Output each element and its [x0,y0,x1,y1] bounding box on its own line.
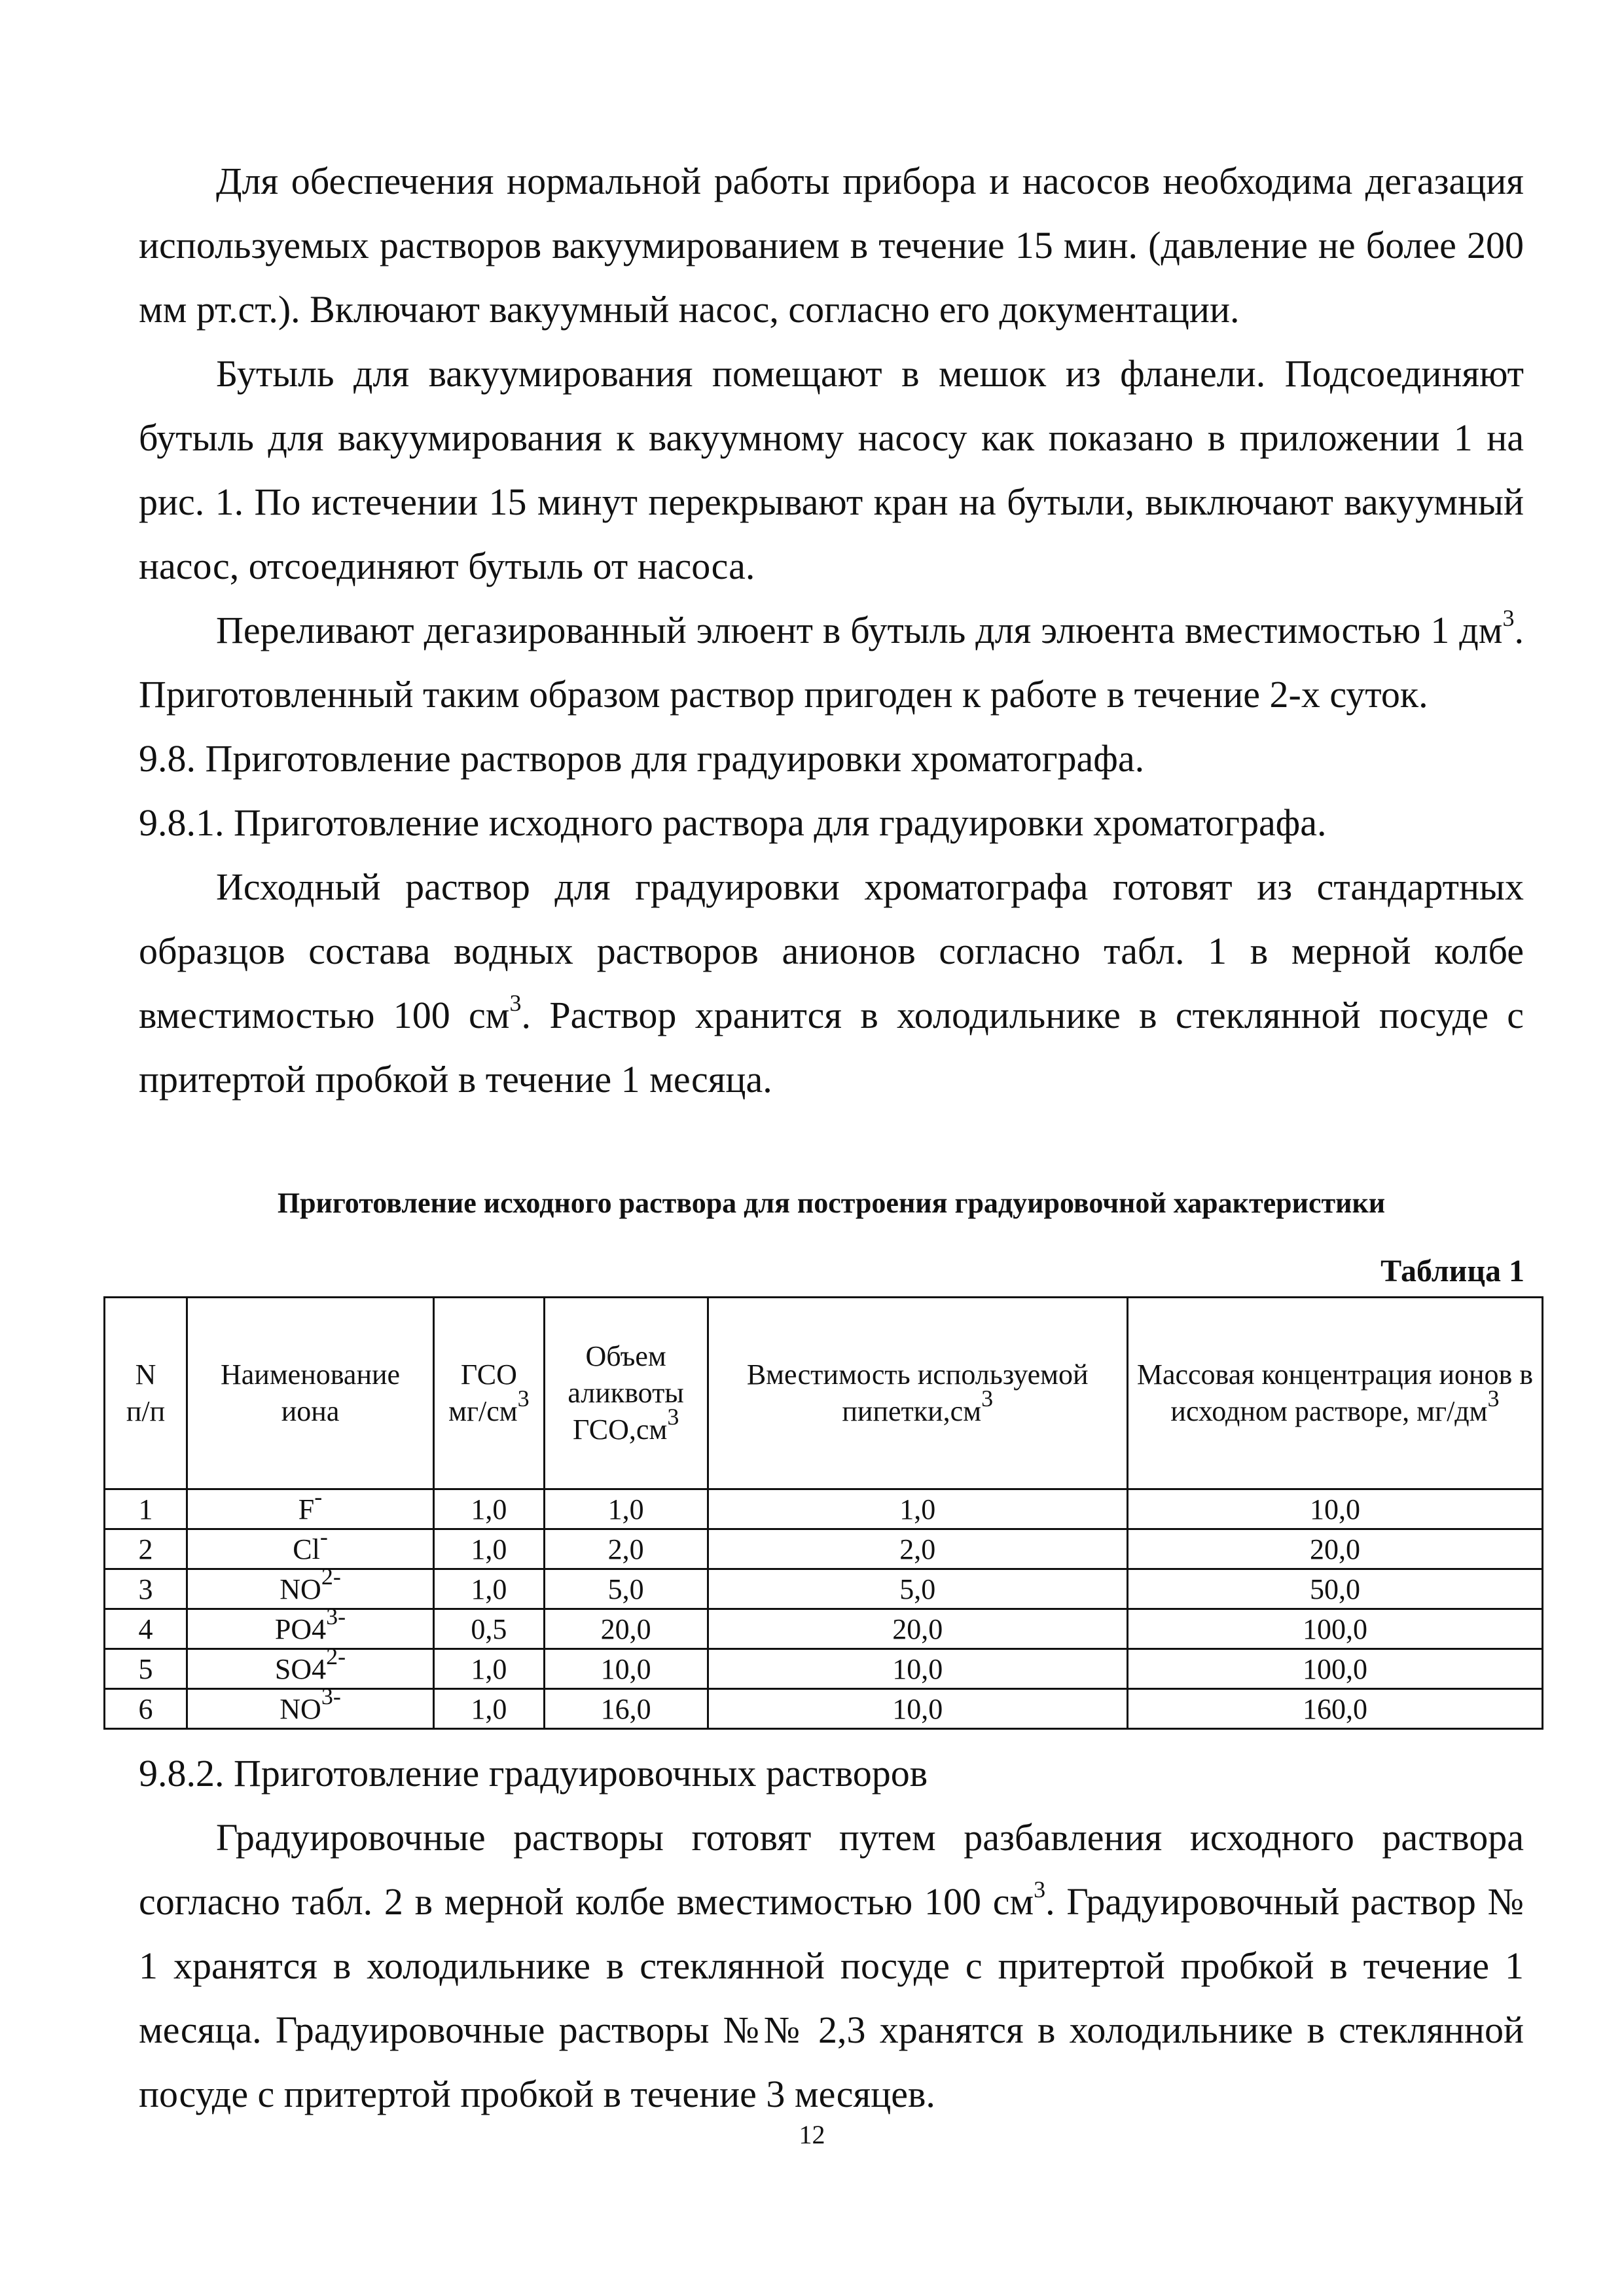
header-number [105,1298,187,1489]
ion-formula: PO4 [274,1613,327,1645]
cell-aliquot: 2,0 [544,1529,708,1569]
header-aliquot-text: Объем аликвоты ГСО,см [568,1340,684,1446]
superscript-3: 3 [667,1404,679,1430]
ion-charge: - [319,1523,328,1550]
stock-solution-table [103,1296,1543,1730]
table-row [105,1529,1543,1569]
cell-number: 4 [105,1609,187,1649]
superscript-3: 3 [509,989,522,1016]
table-row [105,1689,1543,1729]
cell-gso: 1,0 [434,1569,545,1609]
paragraph-calibration-text-b: . Градуировочный раствор № 1 хранятся в холодильнике в стеклянной посуде с притертой пробкой в течение 1 месяца. Градуировочные растворы №№ 2,3 хранятся в холодильнике в стеклянной посуде с притертой пробкой в течение 3 месяцев. [139,1880,1524,2115]
superscript-3: 3 [517,1385,530,1412]
paragraph-eluent-text-a: Переливают дегазированный элюент в бутыль для элюента вместимостью 1 дм [216,609,1503,651]
superscript-3: 3 [1487,1385,1500,1412]
paragraph-eluent-text-b: . Приготовленный таким образом раствор пригоден к работе в течение 2-х суток. [139,609,1524,716]
header-pipette-text: Вместимость используемой пипетки,см [746,1358,1089,1427]
ion-formula: NO [280,1693,321,1725]
cell-aliquot: 20,0 [544,1609,708,1649]
header-number-line2: п/п [126,1395,166,1427]
cell-aliquot: 10,0 [544,1649,708,1689]
cell-gso: 0,5 [434,1609,545,1649]
header-concentration-text: Массовая концентрация ионов в исходном растворе, мг/дм [1136,1358,1534,1427]
ion-formula: NO [280,1573,321,1605]
cell-pipette: 1,0 [708,1489,1127,1529]
header-ion-name: Наименование иона [187,1298,434,1489]
paragraph-degassing: Для обеспечения нормальной работы прибора и насосов необходима дегазация используемых растворов вакуумированием в течение 15 мин. (давление не более 200 мм рт.ст.). Включают вакуумный насос, согласно его документации. [139,160,1524,331]
paragraph-stock-text-a: Исходный раствор для градуировки хроматографа готовят из стандартных образцов состава водных растворов анионов согласно табл. 1 в мерной колбе вместимостью 100 см [139,866,1524,1036]
superscript-3: 3 [1034,1876,1046,1903]
ion-charge: 2- [326,1643,346,1670]
table-row [105,1609,1543,1649]
cell-concentration: 20,0 [1127,1529,1542,1569]
superscript-3: 3 [981,1385,994,1412]
ion-charge: 2- [321,1563,341,1590]
ion-charge: - [314,1484,323,1510]
table-row [105,1569,1543,1609]
section-heading-9-8-1: 9.8.1. Приготовление исходного раствора для градуировки хроматографа. [139,801,1327,844]
cell-ion [187,1643,434,1689]
cell-concentration: 100,0 [1127,1609,1542,1649]
cell-ion [187,1484,434,1529]
cell-aliquot: 1,0 [544,1489,708,1529]
cell-concentration: 50,0 [1127,1569,1542,1609]
cell-number: 6 [105,1689,187,1729]
cell-number: 1 [105,1489,187,1529]
table-header-row [105,1298,1543,1489]
section-heading-9-8-2: 9.8.2. Приготовление градуировочных растворов [139,1752,928,1795]
cell-number: 5 [105,1649,187,1689]
ion-charge: 3- [321,1683,341,1710]
cell-number: 3 [105,1569,187,1609]
ion-formula: F [298,1493,315,1525]
header-concentration [1127,1298,1542,1489]
paragraph-stock-solution [139,855,1524,1112]
paragraph-calibration-solutions [139,1806,1524,2126]
table-number-label: Таблица 1 [1380,1254,1525,1288]
cell-concentration: 160,0 [1127,1689,1542,1729]
cell-pipette: 20,0 [708,1609,1127,1649]
cell-number: 2 [105,1529,187,1569]
ion-formula: SO4 [274,1653,327,1685]
paragraph-bottle: Бутыль для вакуумирования помещают в мешок из фланели. Подсоединяют бутыль для вакуумирования к вакуумному насосу как показано в приложении 1 на рис. 1. По истечении 15 минут перекрывают кран на бутыли, выключают вакуумный насос, отсоединяют бутыль от насоса. [139,352,1524,587]
cell-aliquot: 16,0 [544,1689,708,1729]
cell-gso: 1,0 [434,1689,545,1729]
paragraph-eluent [139,598,1524,727]
cell-ion [187,1683,434,1729]
cell-ion [187,1523,434,1569]
body-text-top [139,149,1524,1112]
table-row [105,1649,1543,1689]
cell-ion [187,1563,434,1609]
cell-pipette: 10,0 [708,1649,1127,1689]
header-gso [434,1298,545,1489]
cell-aliquot: 5,0 [544,1569,708,1609]
table-caption: Приготовление исходного раствора для построения градуировочной характеристики [277,1187,1386,1219]
cell-concentration: 100,0 [1127,1649,1542,1689]
header-number-line1: N [135,1358,156,1391]
cell-gso: 1,0 [434,1489,545,1529]
cell-pipette: 5,0 [708,1569,1127,1609]
cell-concentration: 10,0 [1127,1489,1542,1529]
paragraph-calibration-text-a: Градуировочные растворы готовят путем разбавления исходного раствора согласно табл. 2 в мерной колбе вместимостью 100 см [139,1816,1524,1923]
header-aliquot [544,1298,708,1489]
ion-charge: 3- [326,1603,346,1630]
cell-gso: 1,0 [434,1649,545,1689]
cell-gso: 1,0 [434,1529,545,1569]
cell-ion [187,1603,434,1649]
header-pipette [708,1298,1127,1489]
body-text-bottom [139,1741,1524,2126]
paragraph-stock-text-b: . Раствор хранится в холодильнике в стеклянной посуде с притертой пробкой в течение 1 месяца. [139,994,1525,1101]
superscript-3: 3 [1502,604,1515,631]
ion-formula: Cl [293,1533,320,1565]
cell-pipette: 2,0 [708,1529,1127,1569]
cell-pipette: 10,0 [708,1689,1127,1729]
section-heading-9-8: 9.8. Приготовление растворов для градуировки хроматографа. [139,737,1145,780]
header-gso-text: ГСО мг/см [448,1358,518,1427]
page-number: 12 [799,2120,825,2149]
